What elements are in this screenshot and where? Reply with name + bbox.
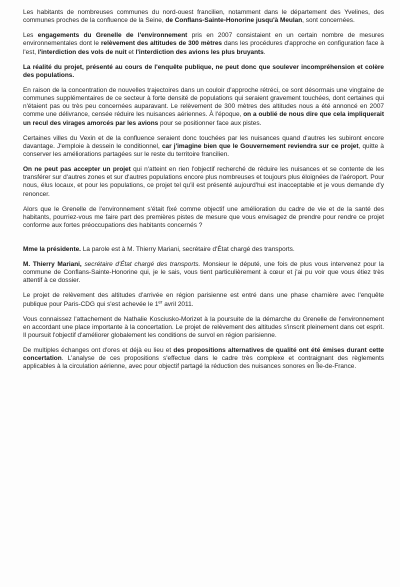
paragraph-concertation: Vous connaissez l'attachement de Nathalie Kosciusko-Morizet à la poursuite de la démarche du Grenelle de l'environnement en accordant une place importante à la concertation. Le projet de relèvement des altitudes s'inscrit pleinement dans cet esprit. Il poursuit l'objectif d'améliorer globalement les conditions de survol en région parisienne. (23, 315, 384, 340)
emphasis-gouvernement: car j'imagine bien que le Gouvernement reviendra sur ce projet (161, 142, 359, 150)
paragraph-propositions: De multiples échanges ont d'ores et déjà eu lieu et des propositions alternatives de qualité ont été émises durant cette concertation. L'analyse de ces propositions s'effectue dans le cadre très complexe et contraignant des règlements applicables à la circulation aérienne, avec pour objectif partagé la réduction des nuisances sonores en Île-de-France. (23, 347, 384, 371)
paragraph-question: Alors que le Grenelle de l'environnement s'était fixé comme objectif une amélioration du cadre de vie et de la santé des habitants, pourriez-vous me faire part des premières pistes de mesure que vous envisagez de prendre pour rendre ce projet conforme aux fortes préoccupations des habitants concernés ? (23, 205, 384, 230)
ordinal-superscript: er (158, 299, 163, 305)
emphasis-relevement: relèvement des altitudes de 300 mètres (101, 40, 223, 48)
paragraph-intro: Les habitants de nombreuses communes du nord-ouest francilien, notamment dans le département des Yvelines, des communes proches de la confluence de la Seine, de Conflans-Sainte-Honorine jusqu'à Meulan, sont concernées. (23, 9, 384, 25)
paragraph-realite (23, 64, 384, 80)
emphasis-vols-nuit: l'interdiction des vols de nuit (37, 48, 127, 56)
paragraph-inacceptable: On ne peut pas accepter un projet qui n'atteint en rien l'objectif recherché de réduire les nuisances et se contente de les transférer sur d'autres zones et sur d'autres populations encore plus nombreuses et toujours plus éloignées de l'aéroport. Pour nous, élus locaux, et pour les populations, ce projet tel qu'il est présenté aujourd'hui est inacceptable et je vous demande d'y renoncer. (23, 166, 384, 198)
emphasis-propositions: des propositions alternatives de qualité ont été émises durant cette concertation (23, 347, 384, 363)
paragraph-trajectoires: En raison de la concentration de nouvelles trajectoires dans un couloir d'approche rétréci, ce sont désormais une vingtaine de communes supplémentaires de ce secteur à forte densité de populations qui seraient gravement touchées, dont certaines qui n'étaient pas ou très peu concernées auparavant. Le relèvement de 300 mètres des altitudes nous a été annoncé en 2007 comme une délivrance, censée réduire les nuisances aériennes. À l'époque, on a oublié de nous dire que cela impliquerait un recul des virages amorcés par les avions pour se positionner face aux pistes. (23, 86, 384, 127)
section-spacer (23, 237, 384, 246)
emphasis-virages: on a oublié de nous dire que cela impliquerait un recul des virages amorcés par les avions (23, 111, 384, 127)
emphasis-avions-bruyants: l'interdiction des avions les plus bruyants (135, 48, 264, 56)
emphasis-conflans-meulan: de Conflans-Sainte-Honorine jusqu'à Meulan (165, 17, 303, 25)
paragraph-grenelle: Les engagements du Grenelle de l'environnement pris en 2007 consistaient en un certain nombre de mesures environnementales dont le relèvement des altitudes de 300 mètres dans les procédures d'approche en configuration face à l'est, l'interdiction des vols de nuit et l'interdiction des avions les plus bruyants. (23, 32, 384, 56)
paragraph-mariani: M. Thierry Mariani, secrétaire d'État chargé des transports. Monsieur le député, une fois de plus vous intervenez pour la commune de Conflans-Sainte-Honorine qui, je le sais, vous tient particulièrement à cœur et j'ai pu voir que vous étiez très attentif à ce dossier. (23, 261, 384, 285)
paragraph-enquete: Le projet de relèvement des altitudes d'arrivée en région parisienne est entré dans une phase charnière avec l'enquête publique pour Paris-CDG qui s'est achevée le 1er avril 2011. (23, 292, 384, 308)
emphasis-realite: La réalité du projet, présenté au cours de l'enquête publique, ne peut donc que soulever incompréhension et colère des populations. (23, 63, 384, 79)
speaker-presidente: Mme la présidente. (23, 246, 81, 254)
paragraph-vexin: Certaines villes du Vexin et de la confluence seraient donc touchées par les nuisances quand d'autres les subiront encore davantage. J'emploie à dessein le conditionnel, car j'imagine bien que le Gouvernement reviendra sur ce projet, quitte à conserver les améliorations partagées sur le reste du territoire francilien. (23, 134, 384, 159)
speaker-role: secrétaire d'État chargé des transports. (81, 261, 201, 269)
paragraph-presidente: Mme la présidente. La parole est à M. Thierry Mariani, secrétaire d'État chargé des transports. (23, 246, 295, 254)
speaker-mariani: M. Thierry Mariani, (23, 261, 82, 269)
emphasis-grenelle: engagements du Grenelle de l'environnement (37, 32, 188, 40)
emphasis-projet: On ne peut pas accepter un projet (23, 166, 131, 174)
